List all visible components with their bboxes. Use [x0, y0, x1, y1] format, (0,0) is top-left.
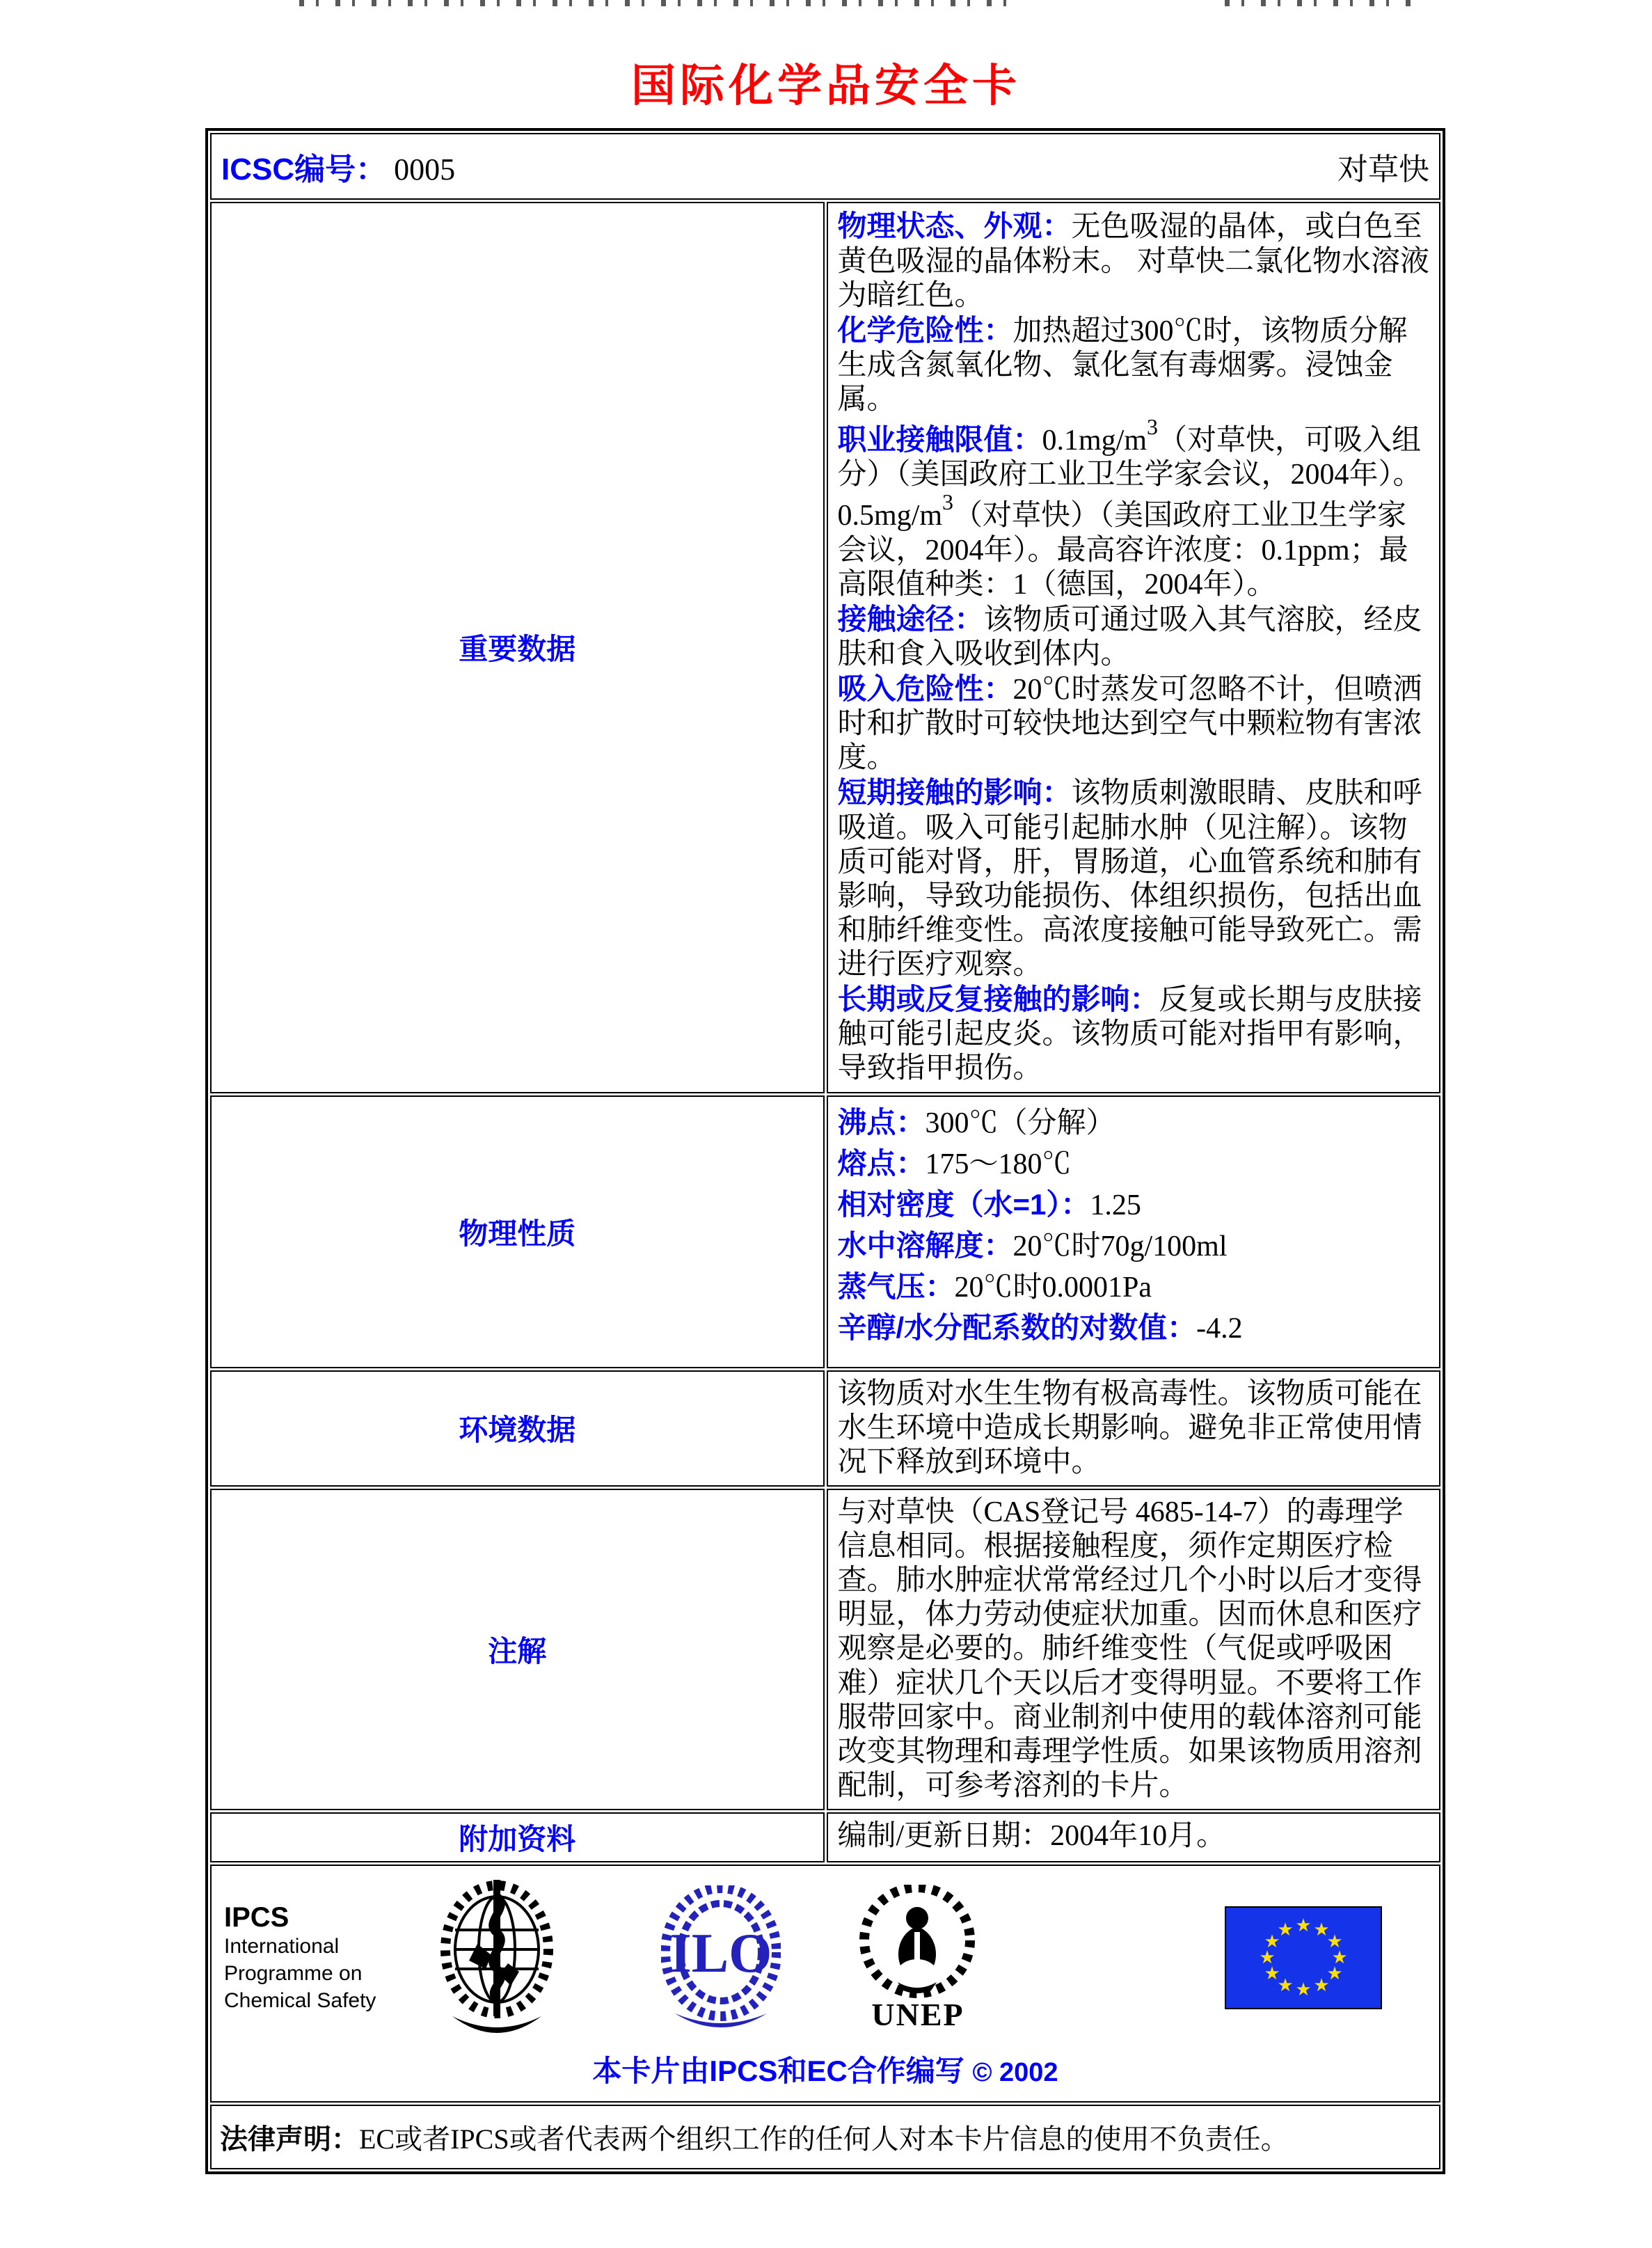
environmental-data-content — [827, 1370, 1441, 1487]
item-text: 该物质刺激眼睛、皮肤和呼吸道。吸入可能引起肺水肿（见注解）。该物质可能对肾，肝，胃肠道，心血管系统和肺有影响，导致功能损伤、体组织损伤，包括出血和肺纤维变性。高浓度接触可能导致死亡。需进行医疗观察。 — [837, 777, 1422, 981]
svg-text:ILO: ILO — [669, 1923, 772, 1985]
item-text: 300℃（分解） — [925, 1107, 1115, 1139]
cooperation-statement — [224, 2048, 1427, 2090]
header-row — [210, 133, 1440, 200]
notes-row — [210, 1489, 1440, 1810]
additional-info-text: 编制/更新日期：2004年10月。 — [837, 1820, 1226, 1853]
ipcs-abbr: IPCS — [224, 1901, 289, 1933]
item-label: 熔点： — [837, 1146, 926, 1180]
item-text: 该物质可通过吸入其气溶胶，经皮肤和食入吸收到体内。 — [837, 603, 1422, 670]
copyright-text: © 2002 — [972, 2058, 1058, 2088]
relative-density-item — [838, 1185, 1430, 1226]
additional-info-row — [210, 1812, 1440, 1862]
chemical-name: 对草快 — [1337, 152, 1429, 187]
inhalation-risk-item — [838, 672, 1430, 775]
icsc-number-label: ICSC编号： — [221, 152, 387, 187]
icsc-card-table — [205, 128, 1445, 2174]
legal-notice-label: 法律声明： — [220, 2124, 359, 2155]
ipcs-line: International — [224, 1934, 340, 1958]
ipcs-line: Programme on — [224, 1961, 363, 1985]
who-emblem-icon — [436, 1877, 559, 2039]
item-text: 20℃时蒸发可忽略不计，但喷洒时和扩散时可较快地达到空气中颗粒物有害浓度。 — [837, 674, 1422, 775]
octanol-water-partition-item — [838, 1308, 1430, 1349]
page-title: 国际化学品安全卡 — [631, 61, 1021, 111]
section-label-important-data: 重要数据 — [210, 202, 825, 1093]
organization-logos — [224, 1877, 1427, 2039]
item-text: 20℃时70g/100ml — [1012, 1230, 1228, 1262]
exposure-routes-item — [838, 602, 1430, 672]
additional-info-content — [827, 1812, 1441, 1862]
item-label: 水中溶解度： — [837, 1228, 1013, 1262]
boiling-point-item — [838, 1102, 1430, 1143]
item-label: 沸点： — [837, 1105, 926, 1139]
ipcs-line: Chemical Safety — [224, 1988, 376, 2012]
unep-emblem-icon — [859, 1885, 977, 2003]
environmental-data-row — [210, 1370, 1440, 1487]
item-label: 接触途径： — [837, 602, 984, 635]
melting-point-item — [838, 1143, 1430, 1185]
superscript: 3 — [1147, 414, 1159, 440]
unep-wordmark: UNEP — [871, 1997, 964, 2033]
item-text: 20℃时0.0001Pa — [954, 1271, 1152, 1304]
cooperation-text: 本卡片由IPCS和EC合作编写 — [592, 2055, 964, 2088]
unep-emblem-block — [859, 1885, 977, 2031]
item-label: 短期接触的影响： — [837, 776, 1072, 809]
long-term-effects-item — [838, 982, 1430, 1086]
vapor-pressure-item — [838, 1267, 1430, 1308]
environmental-text: 该物质对水生生物有极高毒性。该物质可能在水生环境中造成长期影响。避免非正常使用情况下释放到环境中。 — [837, 1377, 1422, 1478]
item-label: 相对密度（水=1）： — [837, 1187, 1090, 1221]
item-text: 175～180℃ — [925, 1148, 1072, 1180]
item-text: （对草快，可吸入组分）（美国政府工业卫生学家会议，2004年）。0.5mg/m — [837, 425, 1422, 532]
item-text: -4.2 — [1196, 1313, 1243, 1345]
item-text: 0.1mg/m — [1042, 425, 1147, 457]
chemical-danger-item — [838, 313, 1430, 417]
item-text: （对草快）（美国政府工业卫生学家会议，2004年）。最高容许浓度：0.1ppm；最高限值种类：1（德国，2004年）。 — [837, 500, 1408, 601]
legal-notice-text: EC或者IPCS或者代表两个组织工作的任何人对本卡片信息的使用不负责任。 — [359, 2123, 1289, 2155]
important-data-row — [210, 202, 1440, 1093]
clipped-text-fragment — [299, 0, 1016, 6]
icsc-number-value: 0005 — [394, 152, 456, 187]
occupational-exposure-limit-item — [837, 414, 1430, 602]
clipped-text-fragment — [1225, 0, 1413, 6]
item-text: 加热超过300℃时，该物质分解生成含氮氧化物、氯化氢有毒烟雾。浸蚀金属。 — [837, 315, 1408, 416]
superscript: 3 — [942, 489, 954, 515]
physical-properties-row — [210, 1095, 1440, 1368]
ipcs-text-block — [224, 1902, 433, 2014]
short-term-effects-item — [838, 775, 1430, 982]
item-label: 蒸气压： — [837, 1269, 955, 1303]
water-solubility-item — [838, 1226, 1430, 1267]
ilo-emblem-icon — [661, 1885, 781, 2030]
notes-text: 与对草快（CAS登记号 4685-14-7）的毒理学信息相同。根据接触程度，须作定期医疗检查。肺水肿症状常常经过几个小时以后才变得明显，体力劳动使症状加重。因而休息和医疗观察是必要的。肺纤维变性（气促或呼吸困难）症状几个天以后才变得明显。不要将工作服带回家中。商业制剂中使用的载体溶剂可能改变其物理和毒理学性质。如果该物质用溶剂配制，可参考溶剂的卡片。 — [837, 1496, 1422, 1802]
section-label-notes: 注解 — [210, 1489, 825, 1810]
physical-properties-content — [827, 1095, 1441, 1368]
item-text: 1.25 — [1090, 1189, 1141, 1221]
item-text: 无色吸湿的晶体，或白色至黄色吸湿的晶体粉末。 对草快二氯化物水溶液为暗红色。 — [837, 211, 1430, 312]
physical-state-item — [838, 209, 1430, 312]
eu-flag-icon: ★ ★ ★ ★ ★ ★ ★ ★ ★ ★ ★ ★ — [1225, 1906, 1382, 2009]
important-data-content — [827, 202, 1441, 1093]
item-label: 化学危险性： — [837, 313, 1013, 347]
logos-row — [210, 1865, 1440, 2103]
item-label: 物理状态、外观： — [837, 209, 1072, 243]
item-label: 吸入危险性： — [837, 672, 1013, 706]
notes-content — [827, 1489, 1441, 1810]
legal-row — [210, 2105, 1440, 2169]
item-label: 辛醇/水分配系数的对数值： — [837, 1311, 1197, 1345]
icsc-number-group — [221, 144, 455, 189]
section-label-environmental-data: 环境数据 — [210, 1370, 825, 1487]
item-label: 职业接触限值： — [837, 423, 1042, 457]
item-text: 反复或长期与皮肤接触可能引起皮炎。该物质可能对指甲有影响，导致指甲损伤。 — [837, 984, 1422, 1085]
section-label-physical-properties: 物理性质 — [210, 1095, 825, 1368]
section-label-additional-info: 附加资料 — [210, 1812, 825, 1862]
item-label: 长期或反复接触的影响： — [837, 983, 1159, 1016]
